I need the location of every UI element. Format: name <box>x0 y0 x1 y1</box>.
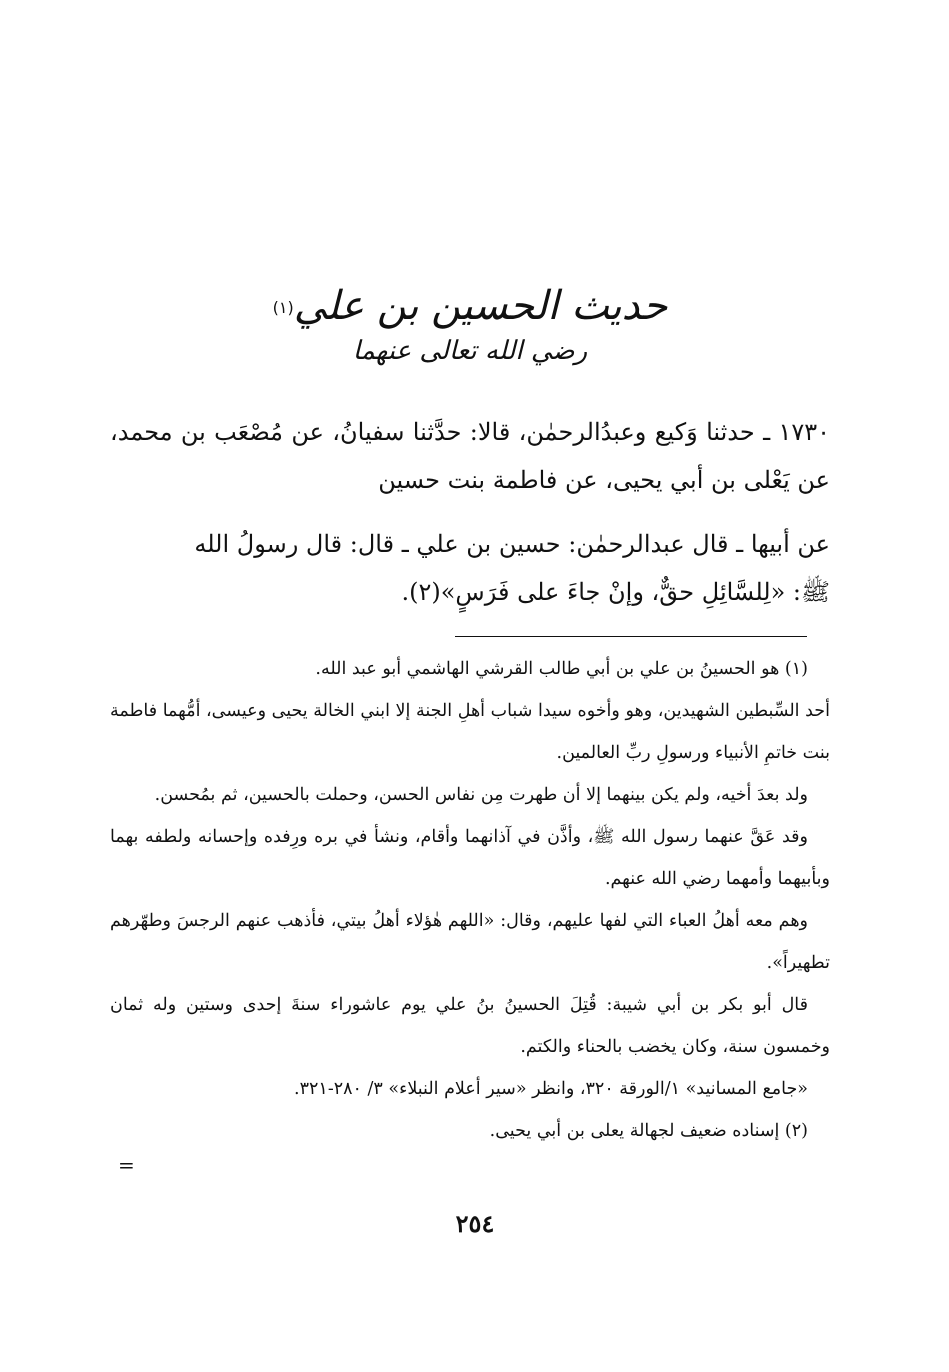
hadith-text <box>110 408 830 616</box>
footnote-divider <box>455 636 807 637</box>
hadith-isnad-paragraph: ١٧٣٠ ـ حدثنا وَكيع وعبدُالرحمٰن، قالا: حدَّثنا سفيانُ، عن مُصْعَب بن محمد، عن يَعْلى بن أبي يحيى، عن فاطمة بنت حسين <box>110 418 830 494</box>
footnote-1-text: ولد بعدَ أخيه، ولم يكن بينهما إلا أن طهرت مِن نفاس الحسن، وحملت بالحسين، ثم بمُحسن. <box>154 785 808 805</box>
footnote-1-text: أحد السِّبطين الشهيدين، وهو وأخوه سيدا شباب أهلِ الجنة إلا ابني الخالة يحيى وعيسى، أمُّهما فاطمة بنت خاتمِ الأنبياء ورسولِ ربِّ العالمين. <box>110 701 830 763</box>
hadith-matn-line-2: ﷺ: «لِلسَّائِلِ حقٌّ، وإنْ جاءَ على فَرَسٍ»(٢). <box>401 578 830 606</box>
page-number: ٢٥٤ <box>455 1209 495 1238</box>
hadith-matn-line-1: عن أبيها ـ قال عبدالرحمٰن: حسين بن علي ـ قال: قال رسولُ الله <box>194 530 830 558</box>
chapter-title-text: حديث الحسين بن علي <box>293 283 668 329</box>
chapter-heading <box>250 278 690 368</box>
chapter-subtitle: رضي الله تعالى عنهما <box>352 336 588 366</box>
footnote-1-intro: (١) هو الحسينُ بن علي بن أبي طالب القرشي الهاشمي أبو عبد الله. <box>315 659 808 679</box>
footnotes-section <box>110 648 830 1152</box>
footnote-1-text: قال أبو بكر بن أبي شيبة: قُتِلَ الحسينُ بنُ علي يوم عاشوراء سنةَ إحدى وستين وله ثمان وخمسون سنة، وكان يخضب بالحناء والكتم. <box>110 995 830 1057</box>
chapter-title <box>250 278 690 334</box>
footnote-1-source: «جامع المسانيد» ١/الورقة ٣٢٠، وانظر «سير أعلام النبلاء» ٣/ ٢٨٠-٣٢١. <box>294 1079 808 1099</box>
footnote-1-text: وقد عَقَّ عنهما رسول الله ﷺ، وأذَّن في آذانهما وأقام، ونشأ في بره ورِفده وإحسانه ولطفه بهما وبأبيهما وأمهما رضي الله عنهم. <box>110 827 830 889</box>
footnote-1-text: وهم معه أهلُ العباء التي لفها عليهم، وقال: «اللهم هٰؤلاء أهلُ بيتي، فأذهب عنهم الرجسَ وطهّرهم تطهيراً». <box>110 911 830 973</box>
title-footnote-marker: (١) <box>272 298 294 317</box>
continuation-mark: = <box>118 1153 135 1177</box>
footnote-2: (٢) إسناده ضعيف لجهالة يعلى بن أبي يحيى. <box>489 1121 808 1141</box>
